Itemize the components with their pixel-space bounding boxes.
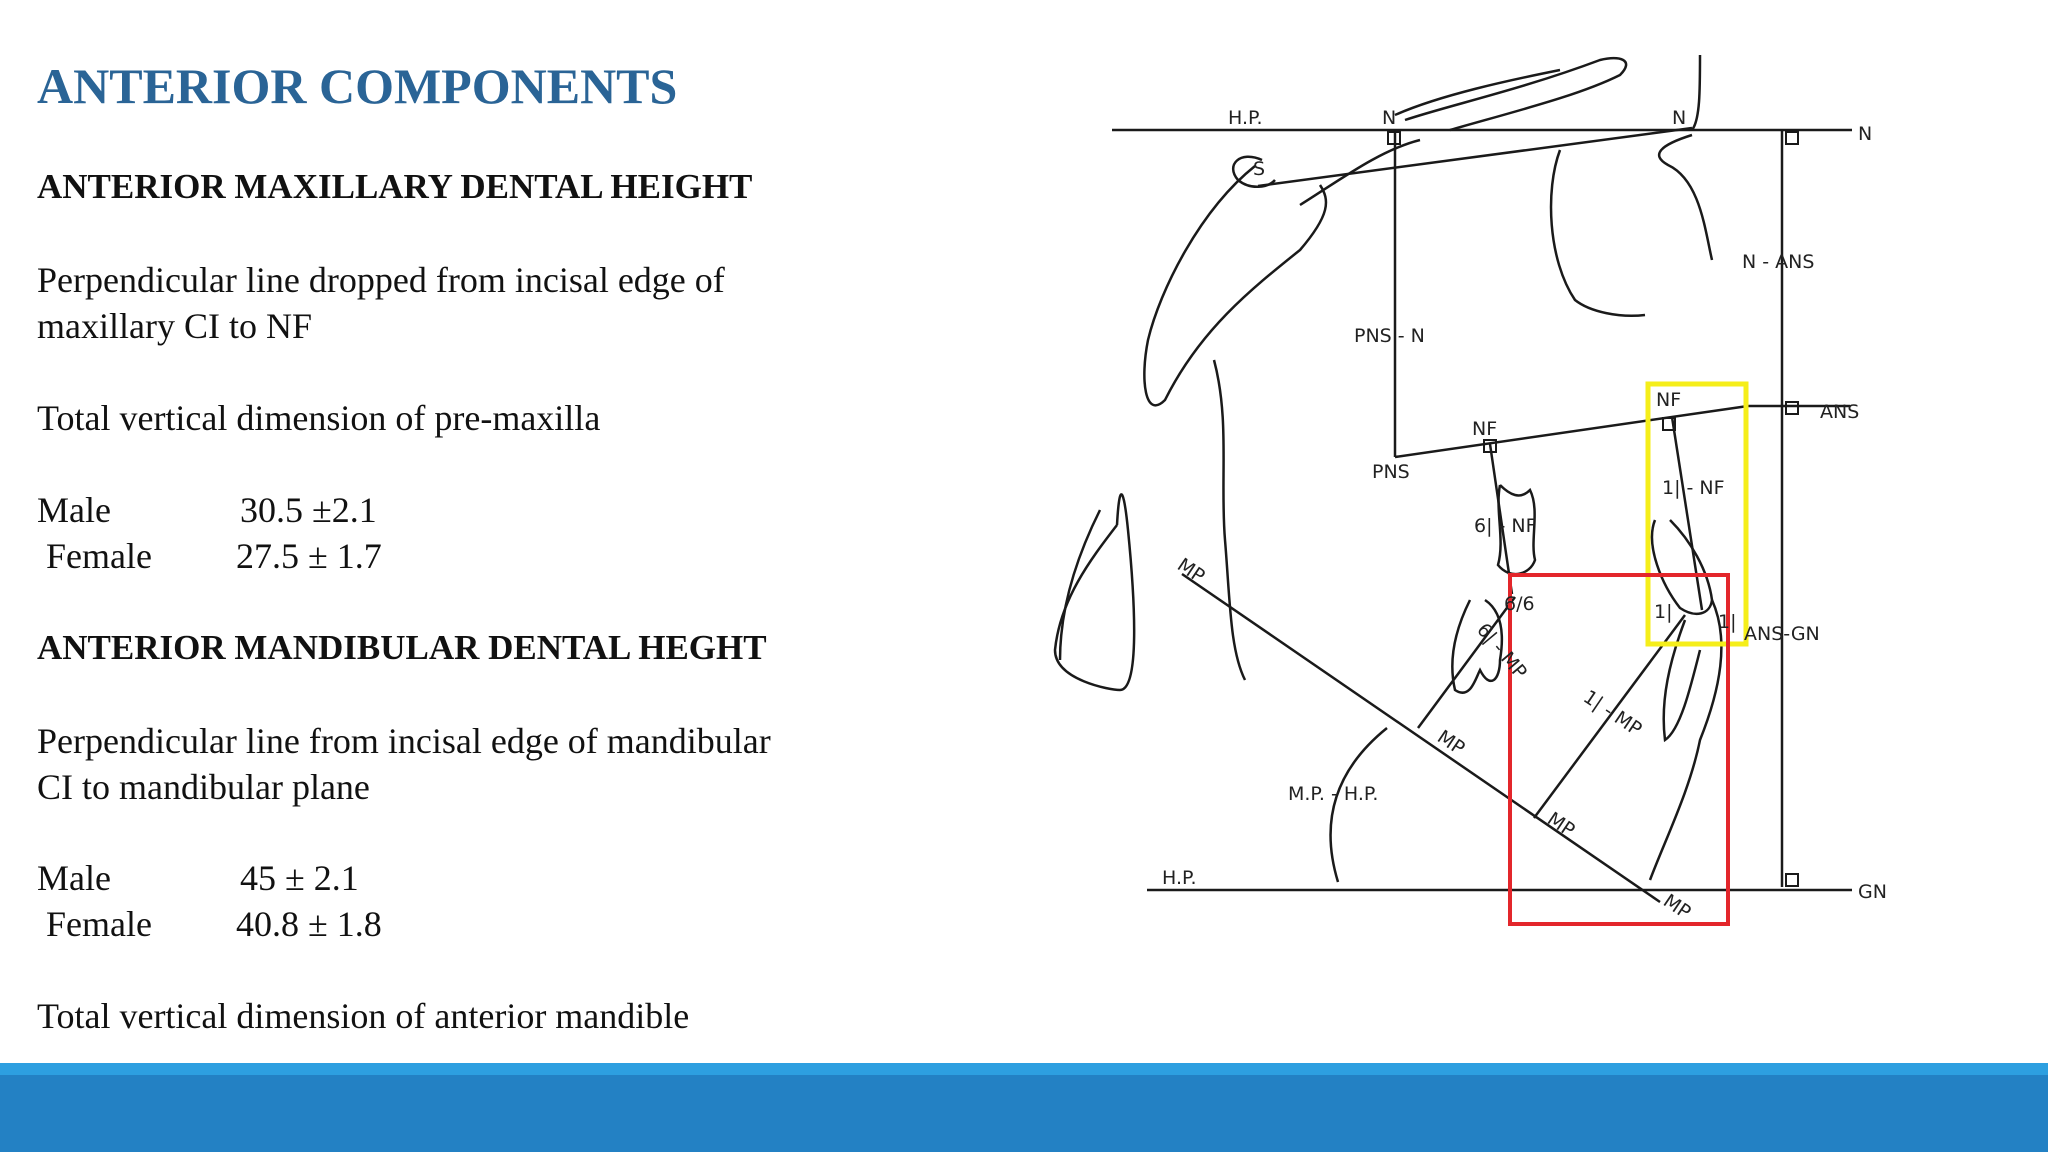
label-nf-left: NF	[1472, 418, 1498, 440]
mandibular-plane	[1182, 574, 1660, 902]
label-pns: PNS	[1372, 461, 1410, 483]
label-hp-top: H.P.	[1228, 107, 1263, 129]
label-l1: 1|	[1718, 611, 1737, 633]
label-hp-bottom: H.P.	[1162, 867, 1197, 889]
slide-title: ANTERIOR COMPONENTS	[37, 58, 678, 114]
label-n-right: N	[1672, 107, 1687, 129]
label-u1-nf: 1| - NF	[1662, 477, 1725, 499]
red-highlight-box	[1510, 575, 1728, 924]
maxillary-male-value: 30.5 ±2.1	[240, 490, 377, 530]
vertebra-outline-2	[1060, 510, 1100, 660]
label-n-left: N	[1382, 107, 1397, 129]
label-u6-nf: 6| - NF	[1474, 515, 1537, 537]
label-pns-n: PNS - N	[1354, 325, 1425, 347]
skull-outline-1	[1144, 166, 1326, 405]
sn-line	[1258, 128, 1692, 186]
frontal-outline-2	[1405, 58, 1626, 130]
section-heading-maxillary: ANTERIOR MAXILLARY DENTAL HEIGHT	[37, 167, 753, 206]
ramus-outline	[1214, 360, 1245, 680]
maxillary-description-line1: Perpendicular line dropped from incisal edge of	[37, 260, 725, 300]
mandibular-female-label: Female	[46, 904, 152, 944]
label-l6-mp: 6| - MP	[1472, 619, 1531, 684]
section-heading-mandibular: ANTERIOR MANDIBULAR DENTAL HEGHT	[37, 628, 767, 667]
orbit-outline	[1551, 150, 1645, 316]
label-mp-top: MP	[1173, 553, 1209, 588]
mandibular-summary: Total vertical dimension of anterior mandible	[37, 996, 690, 1036]
label-l1-mp: 1| - MP	[1579, 685, 1646, 741]
label-n-far: N	[1858, 123, 1873, 145]
maxillary-female-label: Female	[46, 536, 152, 576]
maxillary-male-label: Male	[37, 490, 111, 530]
cephalometric-diagram	[1040, 40, 1980, 940]
footer-accent-line	[0, 1063, 2048, 1075]
footer-band	[0, 1075, 2048, 1152]
label-mp-2: MP	[1543, 807, 1579, 842]
maxillary-description-line2: maxillary CI to NF	[37, 306, 312, 346]
nasal-bone	[1659, 135, 1712, 260]
label-u6-l6: 6/6	[1504, 593, 1535, 615]
maxillary-female-value: 27.5 ± 1.7	[236, 536, 382, 576]
diagram-lines	[1055, 55, 1852, 902]
maxillary-summary: Total vertical dimension of pre-maxilla	[37, 398, 601, 438]
nasal-outline-top	[1692, 55, 1700, 130]
label-ans-gn: ANS-GN	[1744, 623, 1820, 645]
frontal-outline	[1395, 70, 1560, 115]
label-ans: ANS	[1820, 401, 1860, 423]
label-mp-end: MP	[1659, 889, 1695, 924]
mandibular-male-label: Male	[37, 858, 111, 898]
label-u1: 1|	[1654, 601, 1673, 623]
label-nf-right: NF	[1656, 389, 1682, 411]
label-mp-hp: M.P. - H.P.	[1288, 783, 1379, 805]
mandibular-description-line1: Perpendicular line from incisal edge of mandibular	[37, 721, 771, 761]
right-angle-markers	[1388, 132, 1798, 886]
label-n-ans: N - ANS	[1742, 251, 1815, 273]
mandibular-female-value: 40.8 ± 1.8	[236, 904, 382, 944]
label-s: S	[1253, 158, 1266, 180]
u1-nf-line	[1672, 417, 1702, 610]
upper-incisor	[1652, 520, 1712, 614]
label-gn: GN	[1858, 881, 1887, 903]
mandibular-description-line2: CI to mandibular plane	[37, 767, 370, 807]
mandibular-male-value: 45 ± 2.1	[240, 858, 359, 898]
palatal-plane	[1395, 406, 1748, 457]
mp-hp-arc	[1331, 728, 1387, 882]
label-mp-1: MP	[1433, 725, 1469, 760]
